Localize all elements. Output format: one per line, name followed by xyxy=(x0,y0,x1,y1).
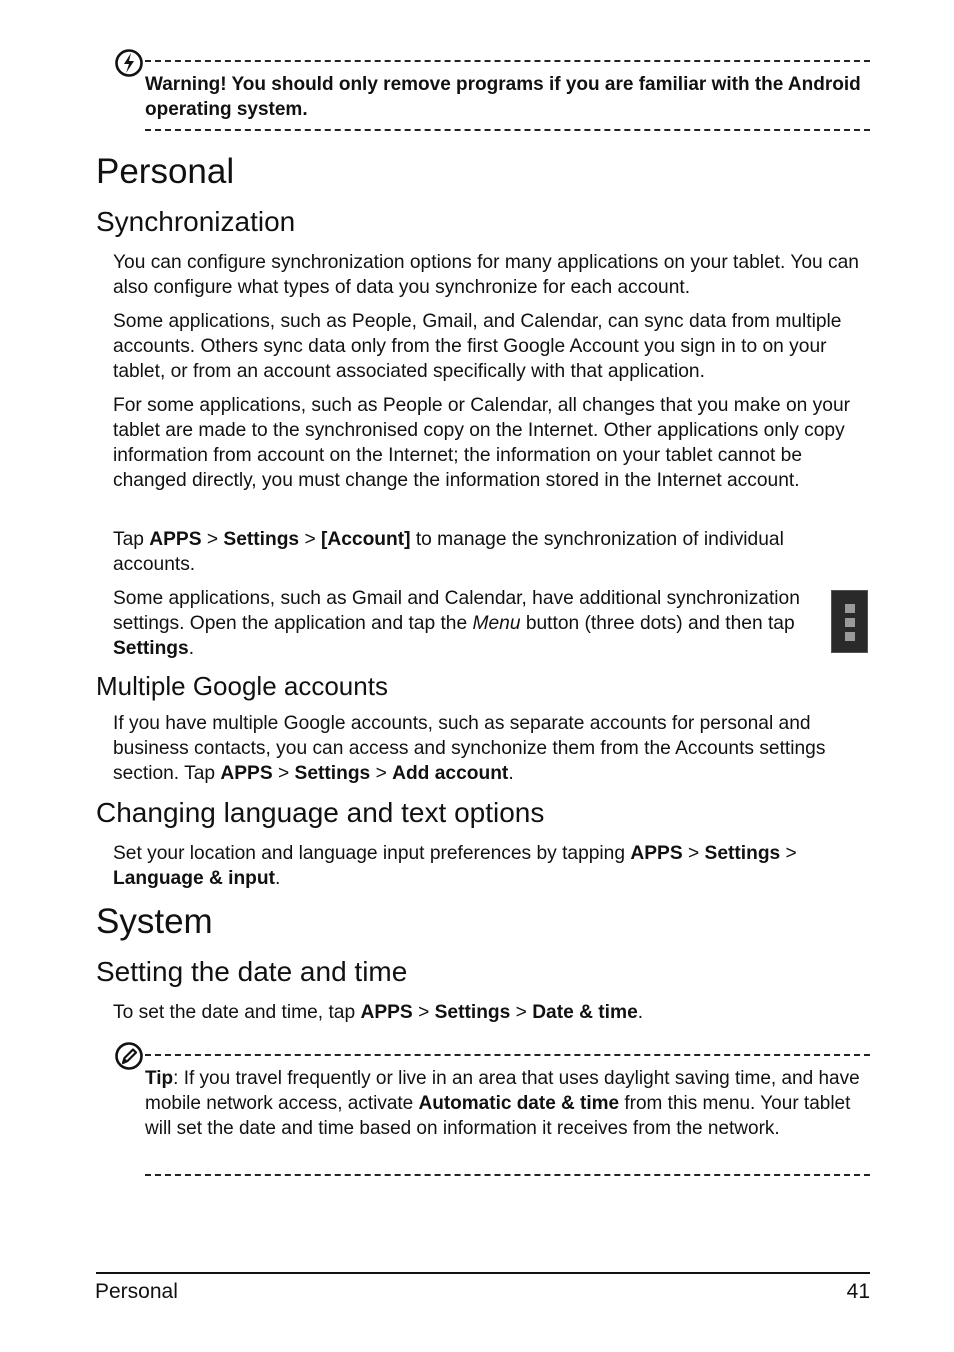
text: If you have multiple Google accounts, such as separate accounts for personal and business contacts, you can access and synchonize them from the Accounts settings section. Tap xyxy=(113,713,826,784)
settings-label: Settings xyxy=(434,1002,511,1023)
settings-label: Settings xyxy=(113,638,189,659)
separator: > xyxy=(780,843,797,864)
footer-section-name: Personal xyxy=(95,1280,178,1303)
text: Some applications, such as Gmail and Calendar, have additional synchronization settings. Open the application and tap the xyxy=(113,588,800,634)
add-account-label: Add account xyxy=(392,763,509,784)
settings-label: Settings xyxy=(704,843,781,864)
subheading-changing-language: Changing language and text options xyxy=(96,797,545,828)
text: . xyxy=(508,763,514,784)
text: from this menu. Your tablet will set the date and time based on information it receives from the network. xyxy=(145,1093,851,1139)
date-time-paragraph xyxy=(113,1000,871,1025)
multi-accounts-paragraph xyxy=(113,711,871,786)
sync-paragraph-5 xyxy=(113,586,818,661)
sync-paragraph-4 xyxy=(113,527,871,577)
separator: > xyxy=(201,529,224,550)
section-heading-system: System xyxy=(96,902,213,941)
separator: > xyxy=(510,1002,533,1023)
section-heading-personal: Personal xyxy=(96,152,235,191)
language-paragraph xyxy=(113,841,871,891)
warning-text: Warning! You should only remove programs if you are familiar with the Android operating system. xyxy=(145,74,861,120)
account-label: [Account] xyxy=(320,529,411,550)
sync-paragraph-1: You can configure synchronization options for many applications on your tablet. You can also configure what types of data you synchronize for each account. xyxy=(113,252,859,298)
sync-paragraph-3: For some applications, such as People or Calendar, all changes that you make on your tablet are made to the synchronised copy on the Internet. Other applications only copy information from account on the Internet; the information on your tablet cannot be changed directly, you must change the information stored in the Internet account. xyxy=(113,395,851,491)
warning-bottom-rule xyxy=(145,129,870,131)
settings-label: Settings xyxy=(223,529,300,550)
text: Set your location and language input preferences by tapping xyxy=(113,843,631,864)
page-number: 41 xyxy=(846,1280,870,1303)
menu-label: Menu xyxy=(472,613,521,634)
text: button (three dots) and then tap xyxy=(520,613,795,634)
apps-label: APPS xyxy=(149,529,202,550)
warning-top-rule xyxy=(145,60,870,62)
menu-three-dots-icon xyxy=(831,590,868,653)
date-time-label: Date & time xyxy=(532,1002,638,1023)
apps-label: APPS xyxy=(360,1002,413,1023)
text: . xyxy=(188,638,195,659)
tip-text xyxy=(145,1066,870,1141)
tip-pencil-icon xyxy=(114,1041,144,1071)
subheading-date-time: Setting the date and time xyxy=(96,956,408,987)
separator: > xyxy=(682,843,705,864)
text: To set the date and time, tap xyxy=(113,1002,361,1023)
subheading-synchronization: Synchronization xyxy=(96,206,296,237)
text: Tap xyxy=(113,529,150,550)
footer-rule xyxy=(96,1272,870,1274)
apps-label: APPS xyxy=(630,843,683,864)
separator: > xyxy=(272,763,295,784)
separator: > xyxy=(412,1002,435,1023)
warning-lightning-icon xyxy=(114,48,144,78)
text: to manage the synchronization of individual accounts. xyxy=(113,529,784,575)
separator: > xyxy=(299,529,321,550)
text: . xyxy=(275,868,281,889)
automatic-date-time-label: Automatic date & time xyxy=(418,1093,620,1114)
apps-label: APPS xyxy=(220,763,273,784)
tip-label: Tip xyxy=(145,1068,174,1089)
subheading-multiple-google-accounts: Multiple Google accounts xyxy=(96,671,388,701)
settings-label: Settings xyxy=(294,763,371,784)
tip-top-rule xyxy=(145,1054,870,1056)
language-input-label: Language & input xyxy=(113,868,276,889)
text: : If you travel frequently or live in an area that uses daylight saving time, and have mobile network access, activate xyxy=(145,1068,860,1114)
sync-paragraph-2: Some applications, such as People, Gmail, and Calendar, can sync data from multiple accounts. Others sync data only from the first Google Account you sign in to on your tablet, or from an account associated specifically with that application. xyxy=(113,311,842,382)
text: . xyxy=(637,1002,644,1023)
tip-bottom-rule xyxy=(145,1174,870,1176)
separator: > xyxy=(370,763,393,784)
